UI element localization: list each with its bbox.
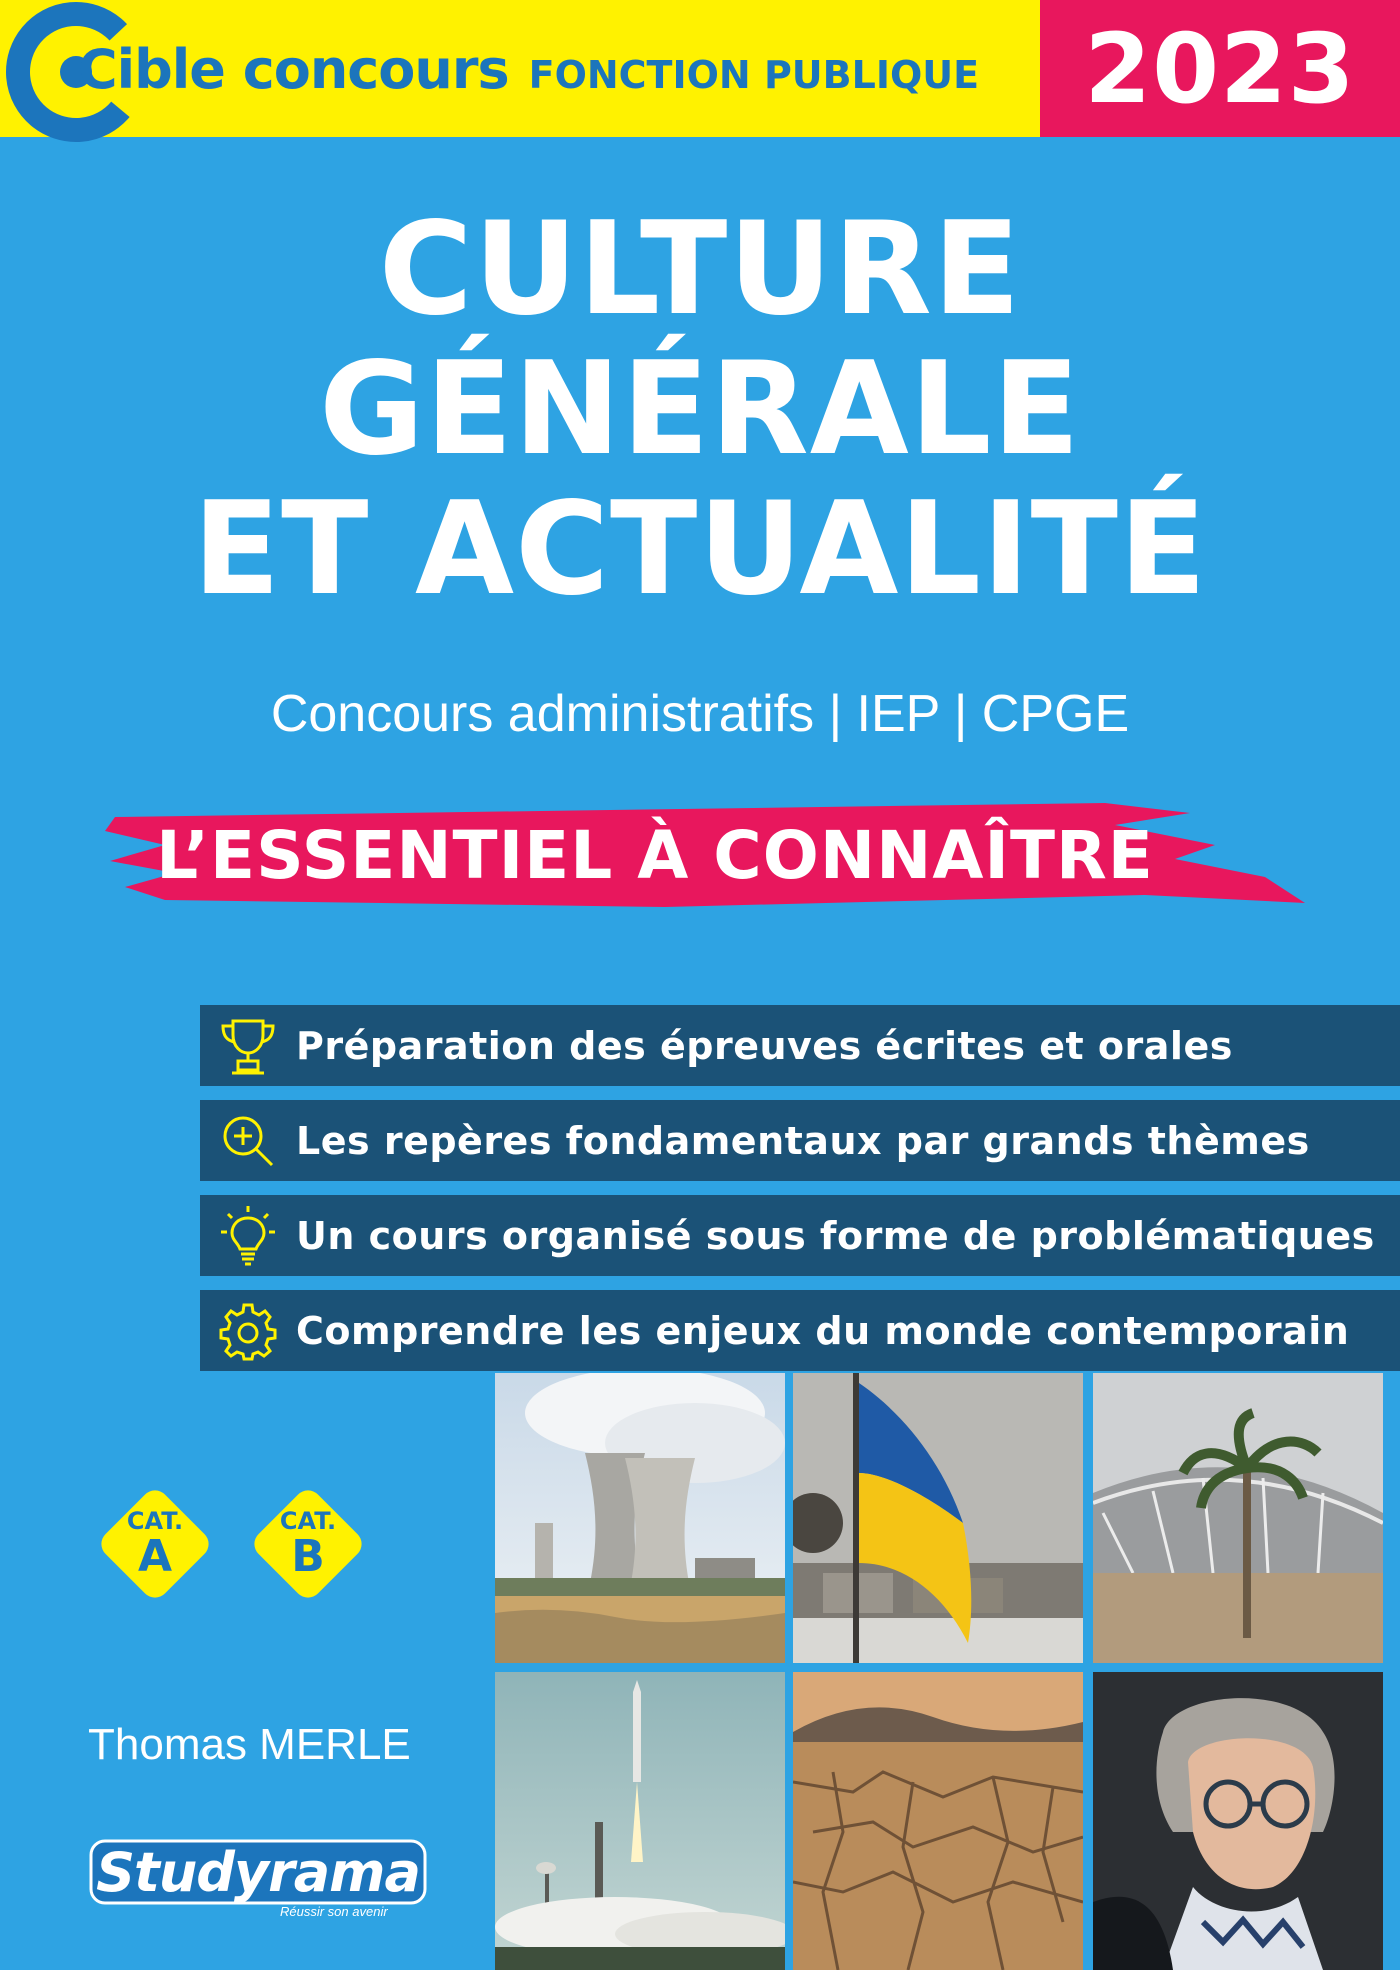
list-item [200, 1100, 1400, 1181]
list-item [200, 1195, 1400, 1276]
trophy-icon [200, 1005, 296, 1086]
brand-wordmark [78, 38, 979, 108]
feature-label: Comprendre les enjeux du monde contemporain [296, 1308, 1350, 1353]
category-prefix: CAT. [126, 1507, 184, 1535]
magnifier-plus-icon [200, 1100, 296, 1181]
category-letter: B [291, 1531, 325, 1582]
category-badge-b [238, 1474, 378, 1614]
publisher-name: Studyrama [96, 1840, 420, 1904]
category-prefix: CAT. [279, 1507, 337, 1535]
list-item [200, 1005, 1400, 1086]
title-line-2: GÉNÉRALE [319, 335, 1081, 484]
publisher-tagline: Réussir son avenir [280, 1904, 388, 1919]
edition-year: 2023 [1084, 12, 1356, 125]
title-line-1: CULTURE [378, 195, 1022, 344]
stadium-photo [1093, 1373, 1383, 1663]
feature-list [200, 1005, 1400, 1385]
brand-name: Cible concours [78, 38, 509, 101]
book-title [0, 195, 1400, 624]
woman-portrait-photo [1093, 1672, 1383, 1970]
brand-collection: FONCTION PUBLIQUE [528, 53, 980, 97]
tagline: L’ESSENTIEL À CONNAÎTRE [156, 816, 1154, 894]
book-subtitle: Concours administratifs | IEP | CPGE [270, 685, 1130, 743]
feature-label: Les repères fondamentaux par grands thèmes [296, 1118, 1310, 1163]
publisher-logo [88, 1838, 428, 1948]
gear-icon [200, 1290, 296, 1371]
lightbulb-icon [200, 1195, 296, 1276]
feature-label: Un cours organisé sous forme de problématiques [296, 1213, 1375, 1258]
list-item [200, 1290, 1400, 1371]
category-badge-a [85, 1474, 225, 1614]
title-line-3: ET ACTUALITÉ [192, 475, 1208, 624]
drought-soil-photo [793, 1672, 1083, 1970]
nuclear-plant-photo [495, 1373, 785, 1663]
ukraine-flag-photo [793, 1373, 1083, 1663]
author-name: Thomas MERLE [88, 1720, 411, 1769]
feature-label: Préparation des épreuves écrites et orales [296, 1023, 1233, 1068]
category-letter: A [137, 1531, 173, 1582]
rocket-launch-photo [495, 1672, 785, 1970]
